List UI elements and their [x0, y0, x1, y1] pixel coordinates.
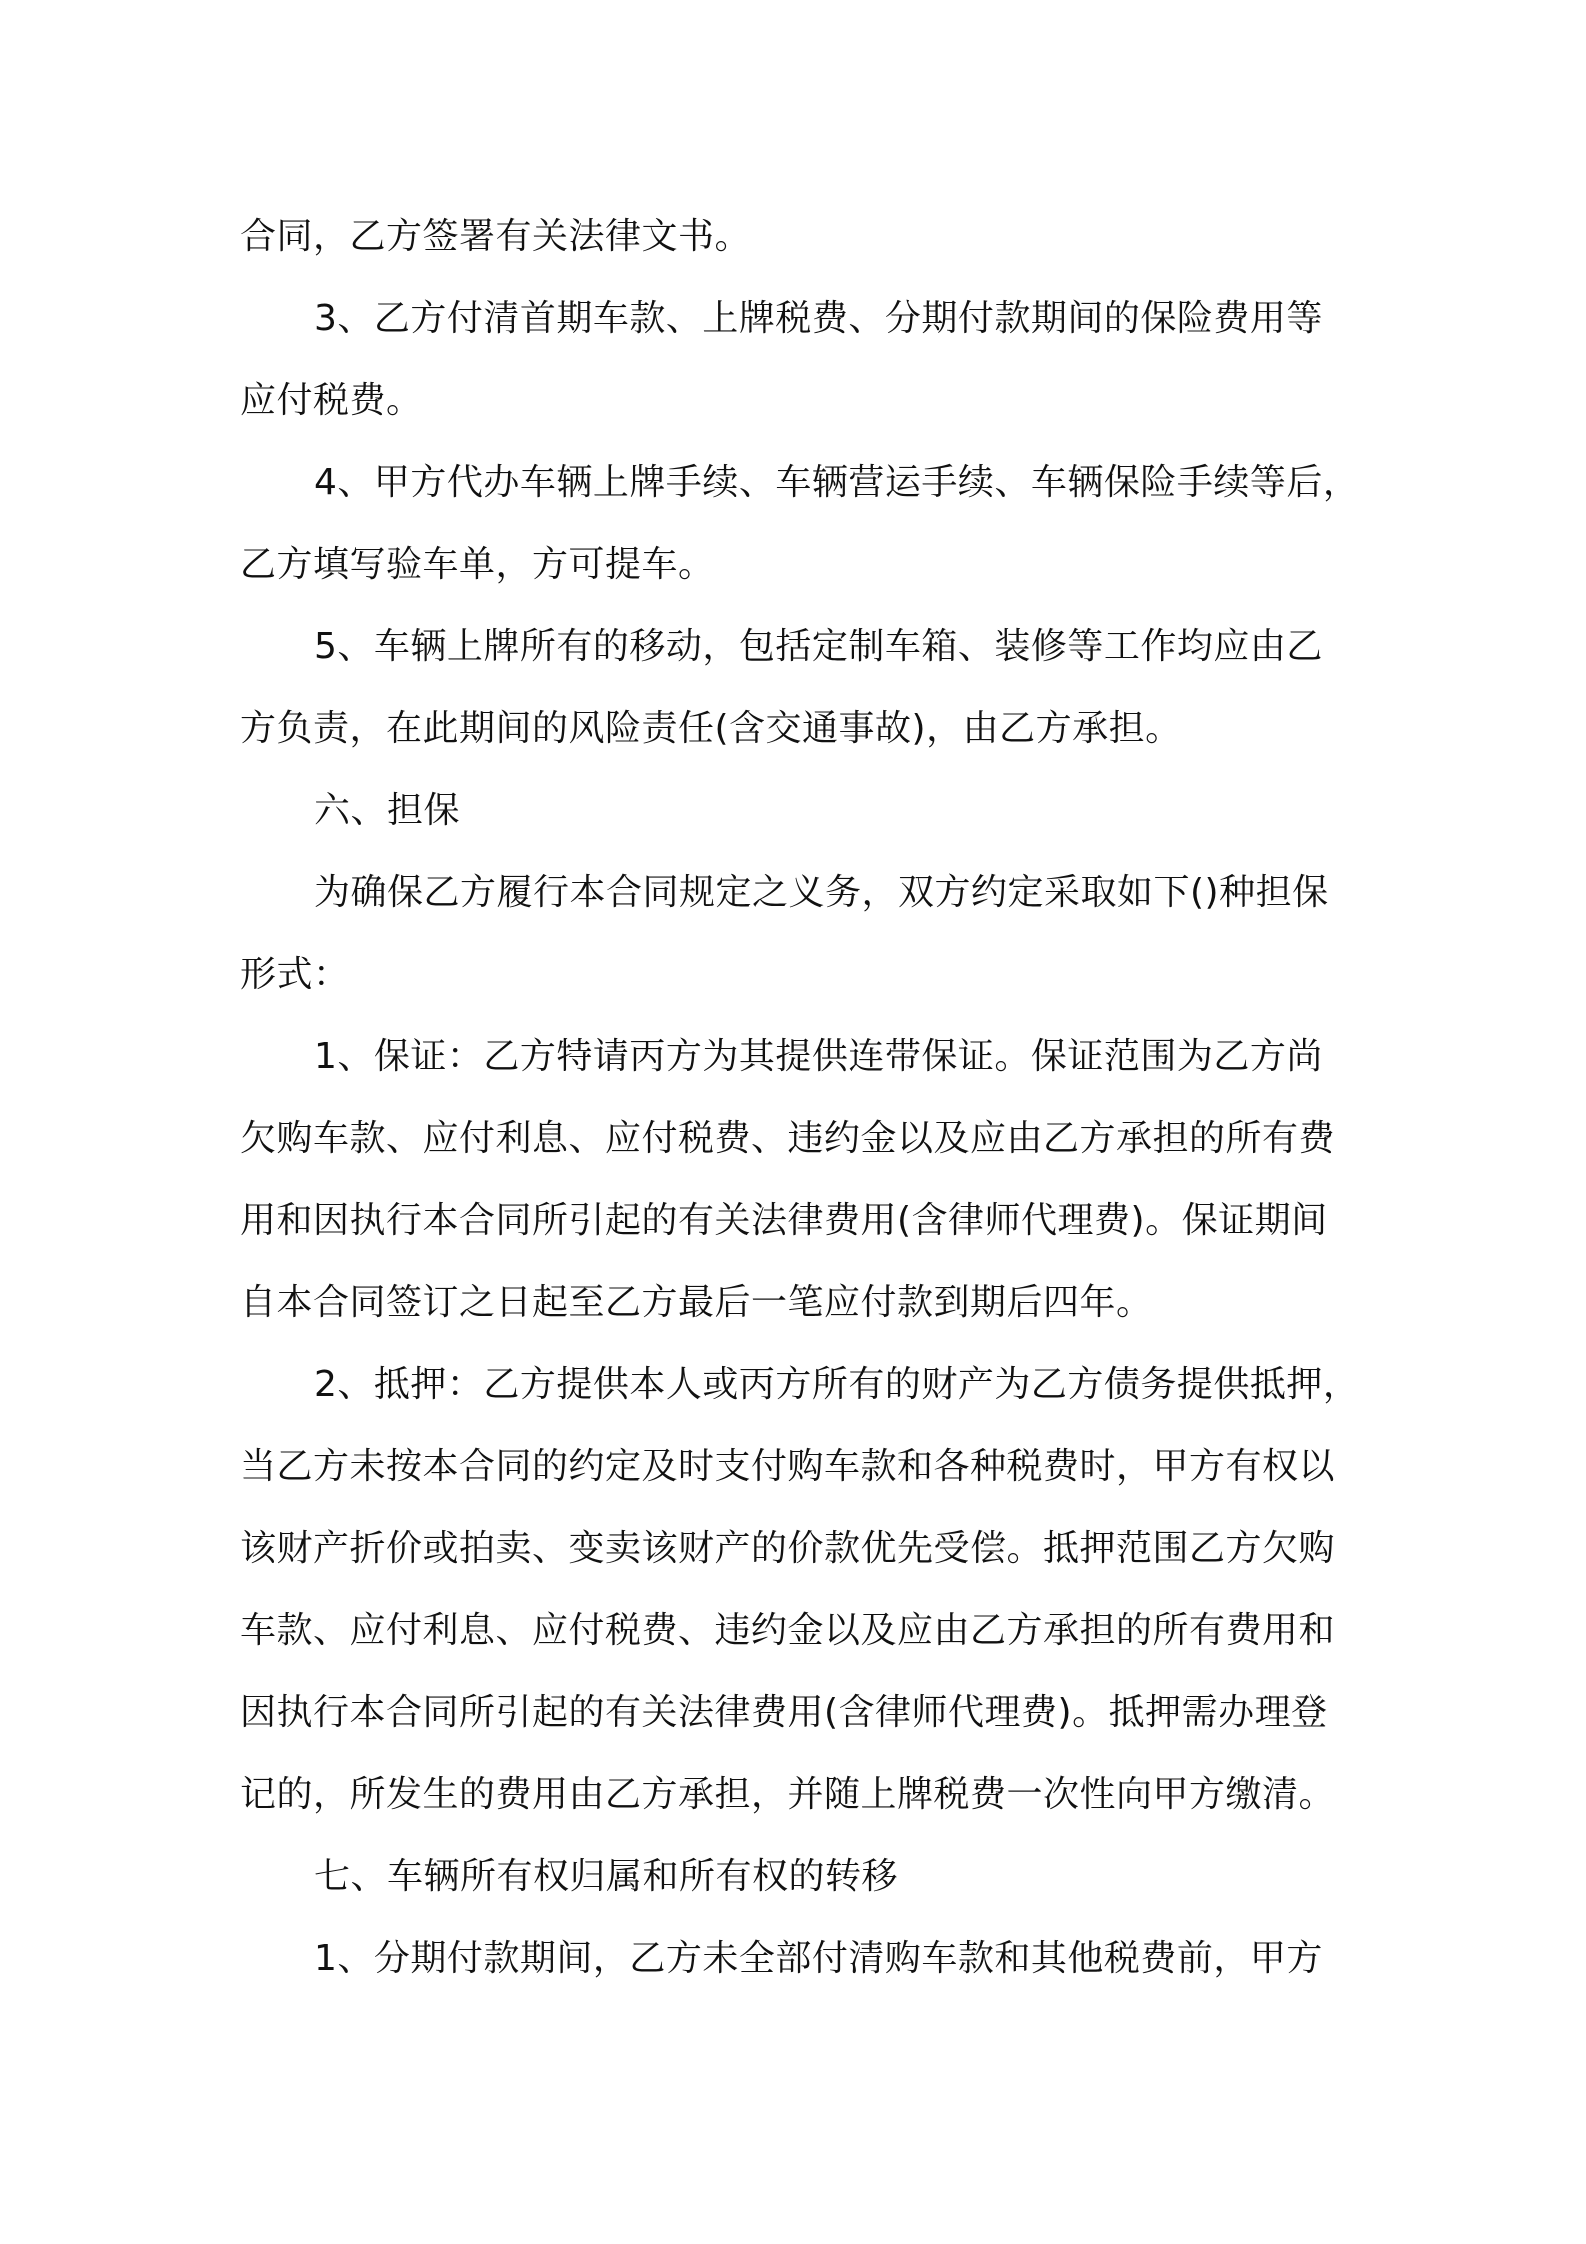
text-line: 因执行本合同所引起的有关法律费用(含律师代理费)。抵押需办理登 — [240, 1692, 1328, 1733]
text-line: 车款、应付利息、应付税费、违约金以及应由乙方承担的所有费用和 — [240, 1610, 1336, 1651]
text-line: 5、车辆上牌所有的移动，包括定制车箱、装修等工作均应由乙 — [314, 626, 1323, 667]
document-body — [240, 196, 1360, 2000]
text-line: 1、保证：乙方特请丙方为其提供连带保证。保证范围为乙方尚 — [314, 1036, 1323, 1077]
text-line: 方负责，在此期间的风险责任(含交通事故)，由乙方承担。 — [240, 708, 1182, 749]
text-line: 2、抵押：乙方提供本人或丙方所有的财产为乙方债务提供抵押， — [314, 1364, 1360, 1405]
text-line: 形式： — [240, 954, 350, 995]
text-line: 欠购车款、应付利息、应付税费、违约金以及应由乙方承担的所有费 — [240, 1118, 1336, 1159]
text-line: 合同，乙方签署有关法律文书。 — [240, 216, 752, 257]
text-line: 该财产折价或拍卖、变卖该财产的价款优先受偿。抵押范围乙方欠购 — [240, 1528, 1336, 1569]
text-line: 4、甲方代办车辆上牌手续、车辆营运手续、车辆保险手续等后， — [314, 462, 1360, 503]
text-line: 自本合同签订之日起至乙方最后一笔应付款到期后四年。 — [240, 1282, 1153, 1323]
text-line: 1、分期付款期间，乙方未全部付清购车款和其他税费前，甲方 — [314, 1938, 1323, 1979]
text-line: 应付税费。 — [240, 380, 423, 421]
text-line: 3、乙方付清首期车款、上牌税费、分期付款期间的保险费用等 — [314, 298, 1323, 339]
text-line: 为确保乙方履行本合同规定之义务，双方约定采取如下()种担保 — [314, 872, 1329, 913]
section-heading: 七、车辆所有权归属和所有权的转移 — [314, 1856, 899, 1897]
section-heading: 六、担保 — [314, 790, 461, 831]
text-line: 当乙方未按本合同的约定及时支付购车款和各种税费时，甲方有权以 — [240, 1446, 1336, 1487]
text-line: 用和因执行本合同所引起的有关法律费用(含律师代理费)。保证期间 — [240, 1200, 1328, 1241]
text-line: 记的，所发生的费用由乙方承担，并随上牌税费一次性向甲方缴清。 — [240, 1774, 1336, 1815]
text-line: 乙方填写验车单，方可提车。 — [240, 544, 715, 585]
